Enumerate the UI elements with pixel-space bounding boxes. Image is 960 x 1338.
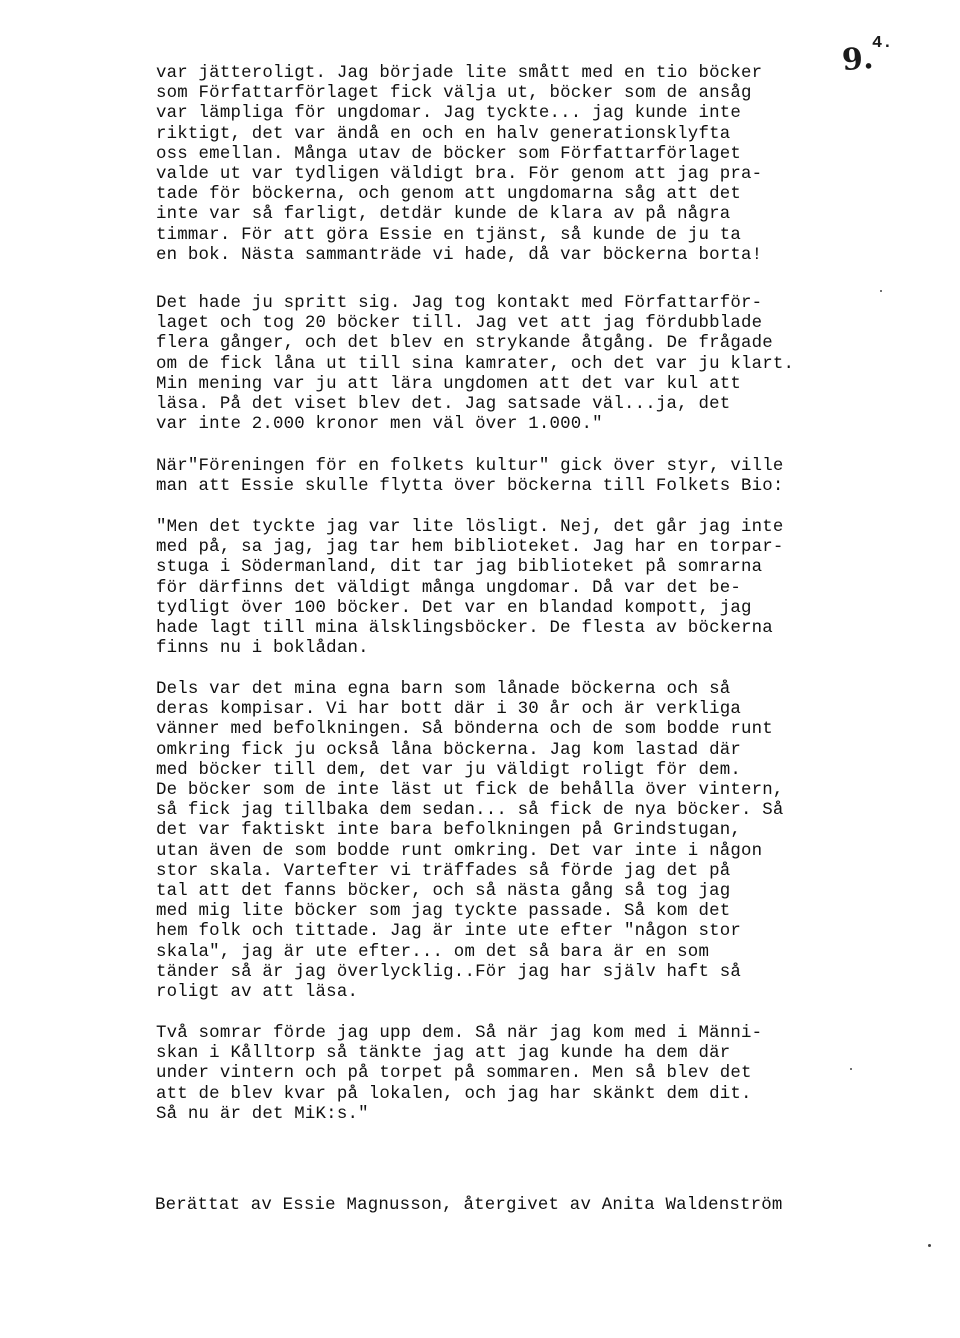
text-line: läsa. På det viset blev det. Jag satsade väl...ja, det bbox=[156, 395, 731, 415]
text-line: Min mening var ju att lära ungdomen att det var kul att bbox=[156, 374, 741, 394]
text-line: man att Essie skulle flytta över böckerna till Folkets Bio: bbox=[156, 477, 784, 497]
text-line: De böcker som de inte läst ut fick de behålla över vintern, bbox=[156, 781, 784, 801]
paragraph-4 bbox=[156, 518, 896, 659]
paragraph-1 bbox=[156, 64, 896, 266]
text-line: så fick jag tillbaka dem sedan... så fick de nya böcker. Så bbox=[156, 801, 784, 821]
scan-speck bbox=[850, 1068, 852, 1070]
text-line: var lämpliga för ungdomar. Jag tyckte... jag kunde inte bbox=[156, 104, 741, 124]
text-line: med på, sa jag, jag tar hem biblioteket. Jag har en torpar- bbox=[156, 538, 784, 558]
text-line: deras kompisar. Vi har bott där i 30 år och är verkliga bbox=[156, 700, 741, 720]
paragraph-2 bbox=[156, 294, 896, 435]
text-line: roligt av att läsa. bbox=[156, 983, 359, 1003]
paragraph-3 bbox=[156, 457, 896, 497]
paragraph-6 bbox=[156, 1024, 896, 1125]
text-line: Två somrar förde jag upp dem. Så när jag kom med i Männi- bbox=[156, 1024, 763, 1043]
text-line: med böcker till dem, det var ju väldigt roligt för dem. bbox=[156, 760, 741, 780]
paragraph-5 bbox=[156, 680, 896, 1003]
text-line: tal att det fanns böcker, och så nästa gång så tog jag bbox=[156, 882, 731, 902]
text-line: tade för böckerna, och genom att ungdomarna såg att det bbox=[156, 185, 741, 205]
text-line: skan i Kålltorp så tänkte jag att jag kunde ha dem där bbox=[156, 1044, 731, 1064]
handwritten-page-number: 9. bbox=[840, 40, 875, 79]
text-line: Så nu är det MiK:s." bbox=[156, 1104, 369, 1124]
text-line: var jätteroligt. Jag började lite smått med en tio böcker bbox=[156, 64, 763, 83]
text-line: Det hade ju spritt sig. Jag tog kontakt med Författarför- bbox=[156, 294, 763, 313]
scan-speck bbox=[880, 290, 882, 292]
text-line: hem folk och tittade. Jag är inte ute efter "någon stor bbox=[156, 922, 741, 942]
text-line: att de blev kvar på lokalen, och jag har skänkt dem dit. bbox=[156, 1084, 752, 1104]
text-line: flera gånger, och det blev en strykande åtgång. De frågade bbox=[156, 334, 773, 354]
text-line: med mig lite böcker som jag tyckte passade. Så kom det bbox=[156, 902, 731, 922]
text-line: utan även de som bodde runt omkring. Det var inte i någon bbox=[156, 841, 763, 861]
text-line: riktigt, det var ändå en och en halv generationsklyfta bbox=[156, 124, 731, 144]
text-line: var inte 2.000 kronor men väl över 1.000." bbox=[156, 415, 603, 435]
text-line: "Men det tyckte jag var lite lösligt. Nej, det går jag inte bbox=[156, 518, 784, 537]
scan-speck bbox=[928, 1244, 931, 1247]
text-line: timmar. För att göra Essie en tjänst, så kunde de ju ta bbox=[156, 225, 741, 245]
text-line: laget och tog 20 böcker till. Jag vet att jag fördubblade bbox=[156, 314, 763, 334]
text-line: det var faktiskt inte bara befolkningen på Grindstugan, bbox=[156, 821, 741, 841]
text-line: skala", jag är ute efter... om det så bara är en som bbox=[156, 942, 710, 962]
text-line: oss emellan. Många utav de böcker som Författarförlaget bbox=[156, 144, 741, 164]
text-line: en bok. Nästa sammanträde vi hade, då var böckerna borta! bbox=[156, 245, 763, 265]
text-line: under vintern och på torpet på sommaren. Men så blev det bbox=[156, 1064, 752, 1084]
signature-line: Berättat av Essie Magnusson, återgivet av Anita Waldenström bbox=[155, 1196, 783, 1215]
text-line: Dels var det mina egna barn som lånade böckerna och så bbox=[156, 680, 731, 699]
text-line: tydligt över 100 böcker. Det var en blandad kompott, jag bbox=[156, 598, 763, 618]
text-line: om de fick låna ut till sina kamrater, och det var ju klart. bbox=[156, 354, 795, 374]
text-line: hade lagt till mina älsklingsböcker. De flesta av böckerna bbox=[156, 619, 773, 639]
text-line: stuga i Södermanland, dit tar jag biblioteket på somrarna bbox=[156, 558, 763, 578]
text-line: som Författarförlaget fick välja ut, böcker som de ansåg bbox=[156, 84, 752, 104]
text-line: för därfinns det väldigt många ungdomar. Då var det be- bbox=[156, 578, 741, 598]
text-line: valde ut var tydligen väldigt bra. För genom att jag pra- bbox=[156, 165, 763, 185]
text-line: vänner med befolkningen. Så bönderna och de som bodde runt bbox=[156, 720, 773, 740]
text-line: omkring fick ju också låna böckerna. Jag kom lastad där bbox=[156, 740, 741, 760]
text-line: När"Föreningen för en folkets kultur" gick över styr, ville bbox=[156, 457, 784, 476]
typed-page-number: 4. bbox=[872, 34, 893, 53]
text-line: finns nu i boklådan. bbox=[156, 639, 369, 659]
text-line: inte var så farligt, detdär kunde de klara av på några bbox=[156, 205, 731, 225]
text-line: tänder så är jag överlycklig..För jag har själv haft så bbox=[156, 962, 741, 982]
text-line: stor skala. Vartefter vi träffades så förde jag det på bbox=[156, 861, 731, 881]
